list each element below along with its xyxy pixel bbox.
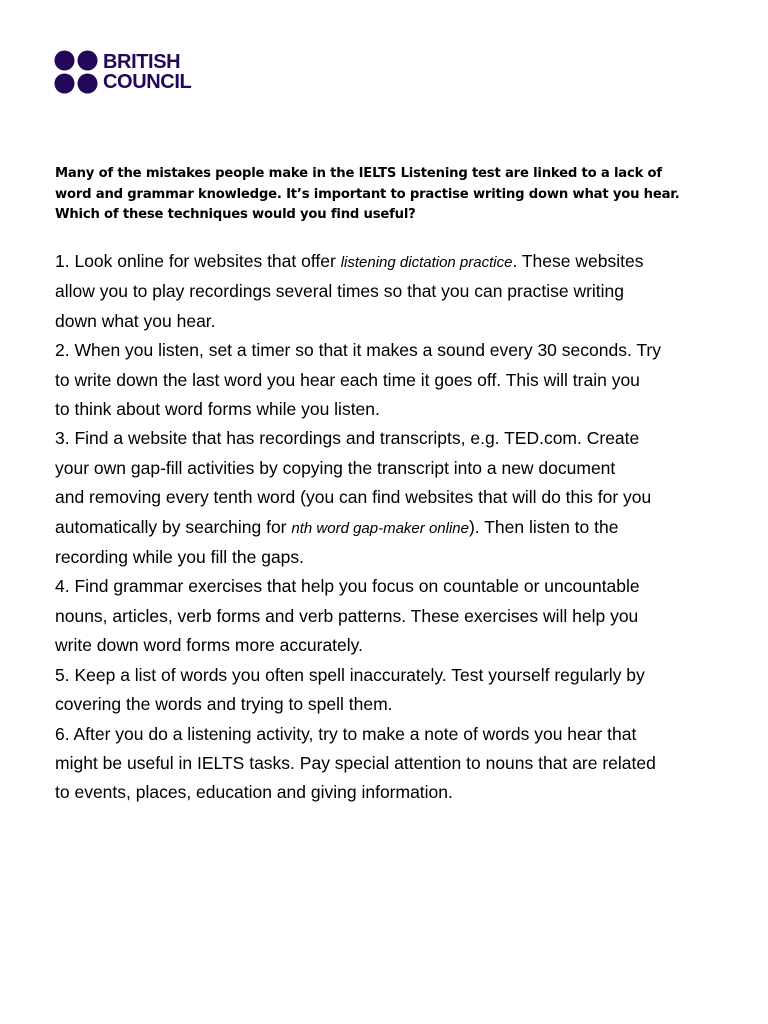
technique-line — [55, 454, 725, 483]
technique-line — [55, 307, 725, 336]
technique-text: 5. Keep a list of words you often spell inaccurately. Test yourself regularly by — [55, 664, 645, 685]
technique-item — [55, 336, 725, 424]
technique-text: automatically by searching for — [55, 516, 292, 537]
technique-line — [55, 513, 725, 543]
technique-text: allow you to play recordings several times so that you can practise writing — [55, 281, 625, 302]
technique-italic-term: nth word gap-maker online — [291, 519, 469, 537]
intro-paragraph — [55, 164, 730, 226]
technique-line — [55, 778, 725, 807]
technique-line — [55, 395, 725, 424]
technique-text: 3. Find a website that has recordings and transcripts, e.g. TED.com. Create — [55, 428, 640, 449]
technique-line — [55, 543, 725, 572]
technique-text: covering the words and trying to spell them. — [55, 694, 393, 715]
techniques-list — [55, 247, 725, 808]
technique-italic-term: listening dictation practice — [340, 254, 513, 271]
technique-line — [55, 336, 725, 365]
technique-text: down what you hear. — [55, 310, 216, 331]
technique-text: 2. When you listen, set a timer so that it makes a sound every 30 seconds. Try — [55, 340, 661, 361]
technique-line — [55, 247, 725, 277]
technique-text: ). Then listen to the — [468, 516, 619, 537]
technique-item — [55, 424, 725, 572]
technique-text: write down word forms more accurately. — [55, 635, 363, 656]
technique-text: to think about word forms while you listen. — [55, 399, 380, 420]
british-council-logo — [54, 50, 191, 94]
british-council-dots-icon — [54, 50, 98, 94]
technique-line — [55, 661, 725, 690]
technique-item — [55, 720, 725, 808]
technique-line — [55, 690, 725, 719]
technique-text: 1. Look online for websites that offer — [55, 251, 341, 271]
technique-text: your own gap-fill activities by copying the transcript into a new document — [55, 457, 616, 478]
technique-text: . These websites — [512, 251, 644, 271]
technique-line — [55, 720, 725, 749]
technique-line — [55, 366, 725, 395]
technique-line — [55, 572, 725, 601]
intro-line: word and grammar knowledge. It’s important to practise writing down what you hear. — [55, 186, 680, 202]
technique-text: nouns, articles, verb forms and verb patterns. These exercises will help you — [55, 605, 639, 626]
technique-text: 6. After you do a listening activity, try to make a note of words you hear that — [55, 723, 637, 744]
technique-line — [55, 483, 725, 512]
technique-text: to write down the last word you hear each time it goes off. This will train you — [55, 369, 640, 390]
intro-line: Which of these techniques would you find useful? — [55, 207, 416, 222]
technique-item — [55, 247, 725, 336]
technique-item — [55, 572, 725, 660]
technique-text: recording while you fill the gaps. — [55, 547, 305, 568]
logo-wordmark — [103, 52, 191, 92]
technique-line — [55, 424, 725, 453]
technique-line — [55, 277, 725, 306]
logo-line-1: BRITISH — [103, 51, 181, 73]
technique-text: 4. Find grammar exercises that help you focus on countable or uncountable — [55, 576, 640, 597]
technique-line — [55, 631, 725, 660]
technique-line — [55, 602, 725, 631]
technique-item — [55, 661, 725, 720]
technique-text: to events, places, education and giving information. — [55, 782, 453, 803]
logo-line-2: COUNCIL — [103, 71, 192, 93]
technique-line — [55, 749, 725, 778]
intro-line: Many of the mistakes people make in the IELTS Listening test are linked to a lack of — [55, 166, 662, 181]
technique-text: might be useful in IELTS tasks. Pay special attention to nouns that are related — [55, 752, 656, 773]
technique-text: and removing every tenth word (you can find websites that will do this for you — [55, 487, 652, 508]
